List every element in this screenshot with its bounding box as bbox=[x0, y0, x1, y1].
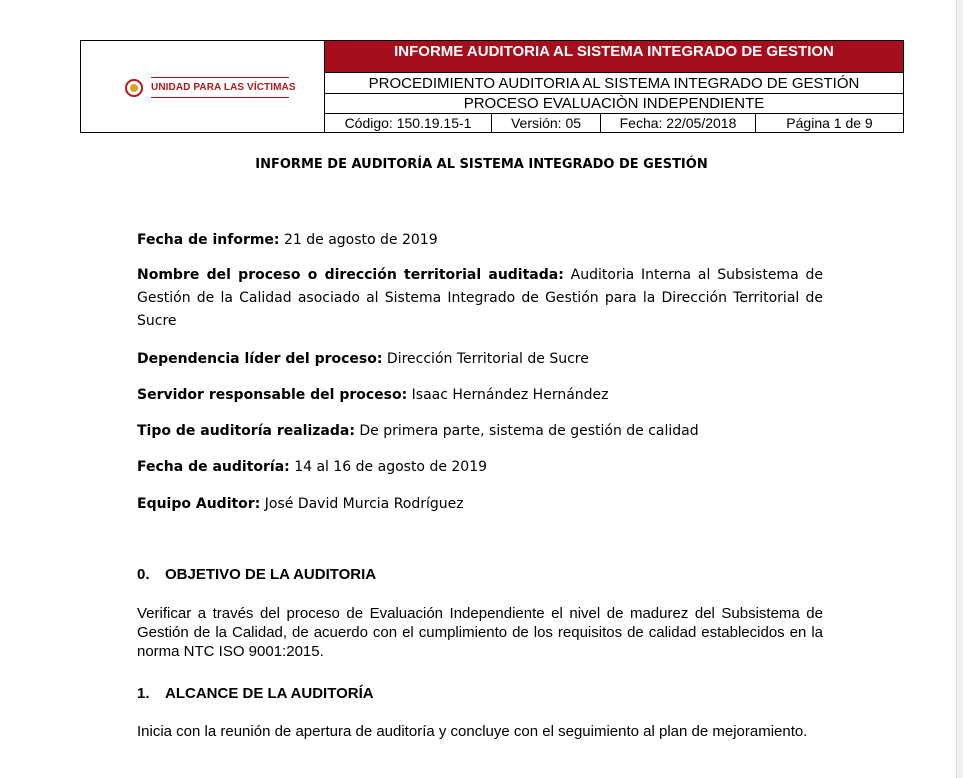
field-value: De primera parte, sistema de gestión de calidad bbox=[354, 423, 699, 439]
field-value: José David Murcia Rodríguez bbox=[260, 496, 464, 512]
section-number: 0. bbox=[137, 566, 150, 583]
section-text-scope: Inicia con la reunión de apertura de auditoría y concluye con el seguimiento al plan de mejoramiento. bbox=[137, 723, 808, 740]
doc-code: Código: 150.19.15-1 bbox=[325, 114, 492, 132]
page-number: Página 1 de 9 bbox=[786, 115, 873, 131]
field-value: Auditoria Interna al Subsistema de Gestión de la Calidad asociado al Sistema Integrado de Gestión para la Dirección Territorial de Sucre bbox=[137, 267, 823, 329]
field-label: Fecha de auditoría: bbox=[137, 459, 290, 475]
field-audit-type bbox=[137, 420, 823, 443]
logo-cell bbox=[81, 41, 325, 132]
doc-date: Fecha: 22/05/2018 bbox=[601, 114, 756, 132]
field-label: Servidor responsable del proceso: bbox=[137, 387, 408, 403]
field-value: 14 al 16 de agosto de 2019 bbox=[289, 459, 488, 475]
field-label: Tipo de auditoría realizada: bbox=[137, 423, 355, 439]
field-label: Fecha de informe: bbox=[137, 232, 280, 248]
section-title: OBJETIVO DE LA AUDITORIA bbox=[165, 566, 377, 583]
procedure-name: PROCEDIMIENTO AUDITORIA AL SISTEMA INTEGRADO DE GESTIÓN bbox=[325, 73, 903, 94]
field-value: Dirección Territorial de Sucre bbox=[382, 351, 589, 367]
section-text-objective: Verificar a través del proceso de Evaluación Independiente el nivel de madurez del Subsistema de Gestión de la Calidad, de acuerdo con el cumplimiento de los requisitos de calidad establecidos en la norma NTC ISO 9001:2015. bbox=[137, 605, 823, 660]
field-audit-date bbox=[137, 456, 823, 479]
section-heading-objective bbox=[137, 566, 376, 583]
seal-icon bbox=[125, 79, 143, 97]
section-heading-scope bbox=[137, 685, 374, 702]
logo-text: UNIDAD PARA LAS VÍCTIMAS bbox=[151, 82, 296, 93]
scrollbar[interactable] bbox=[956, 0, 963, 778]
field-process-name bbox=[137, 264, 823, 333]
field-value: Isaac Hernández Hernández bbox=[407, 387, 609, 403]
logo-divider bbox=[151, 77, 289, 78]
field-label: Dependencia líder del proceso: bbox=[137, 351, 383, 367]
page-title: INFORME DE AUDITORÍA AL SISTEMA INTEGRADO DE GESTIÓN bbox=[255, 157, 708, 172]
header-title: INFORME AUDITORIA AL SISTEMA INTEGRADO DE GESTION bbox=[325, 41, 903, 73]
document-header bbox=[80, 40, 904, 133]
field-label: Nombre del proceso o dirección territorial auditada: bbox=[137, 267, 564, 283]
field-responsible bbox=[137, 384, 823, 407]
header-info bbox=[325, 41, 903, 132]
section-number: 1. bbox=[137, 685, 150, 702]
section-title: ALCANCE DE LA AUDITORÍA bbox=[165, 685, 374, 702]
field-report-date bbox=[137, 229, 823, 252]
process-name: PROCESO EVALUACIÒN INDEPENDIENTE bbox=[325, 94, 903, 114]
logo-divider bbox=[151, 97, 289, 98]
field-label: Equipo Auditor: bbox=[137, 496, 261, 512]
header-codes bbox=[325, 114, 903, 132]
field-value: 21 de agosto de 2019 bbox=[279, 232, 438, 248]
field-dependency bbox=[137, 348, 823, 371]
field-audit-team bbox=[137, 493, 823, 516]
doc-version: Versión: 05 bbox=[492, 114, 601, 132]
